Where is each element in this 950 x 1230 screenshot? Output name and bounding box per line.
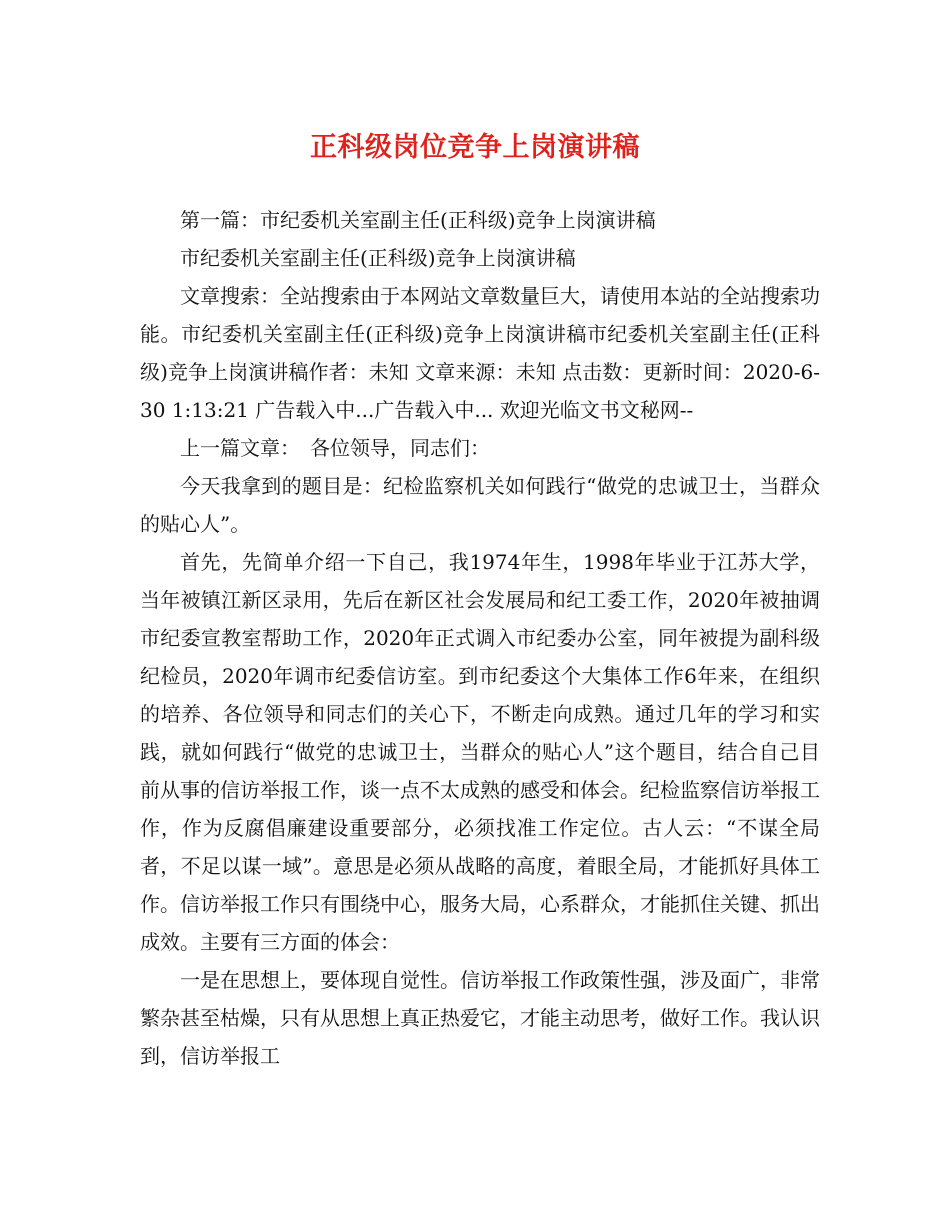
paragraph-7: 一是在思想上，要体现自觉性。信访举报工作政策性强，涉及面广，非常繁杂甚至枯燥，只有从思想上真正热爱它，才能主动思考，做好工作。我认识到，信访举报工 [140, 968, 820, 1068]
paragraph-2: 市纪委机关室副主任(正科级)竞争上岗演讲稿 [180, 246, 576, 270]
paragraph-3: 文章搜索：全站搜索由于本网站文章数量巨大，请使用本站的全站搜索功能。市纪委机关室副主任(正科级)竞争上岗演讲稿市纪委机关室副主任(正科级)竞争上岗演讲稿作者：未知 文章来源：未知 点击数：更新时间：2020-6-30 1:13:21 广告载入中...广告载入中... 欢迎光临文书文秘网-- [140, 284, 820, 422]
paragraph-5: 今天我拿到的题目是：纪检监察机关如何践行“做党的忠诚卫士，当群众的贴心人”。 [140, 474, 820, 536]
paragraph-4: 上一篇文章： 各位领导，同志们： [180, 436, 490, 460]
paragraph-1: 第一篇：市纪委机关室副主任(正科级)竞争上岗演讲稿 [180, 208, 656, 232]
paragraph-6: 首先，先简单介绍一下自己，我1974年生，1998年毕业于江苏大学，当年被镇江新区录用，先后在新区社会发展局和纪工委工作，2020年被抽调市纪委宣教室帮助工作，2020年正式调入市纪委办公室，同年被提为副科级纪检员，2020年调市纪委信访室。到市纪委这个大集体工作6年来，在组织的培养、各位领导和同志们的关心下，不断走向成熟。通过几年的学习和实践，就如何践行“做党的忠诚卫士，当群众的贴心人”这个题目，结合自己目前从事的信访举报工作，谈一点不太成熟的感受和体会。纪检监察信访举报工作，作为反腐倡廉建设重要部分，必须找准工作定位。古人云：“不谋全局者，不足以谋一域”。意思是必须从战略的高度，着眼全局，才能抓好具体工作。信访举报工作只有围绕中心，服务大局，心系群众，才能抓住关键、抓出成效。主要有三方面的体会： [140, 550, 820, 954]
document-body [140, 201, 820, 1075]
document-title: 正科级岗位竞争上岗演讲稿 [310, 132, 640, 163]
